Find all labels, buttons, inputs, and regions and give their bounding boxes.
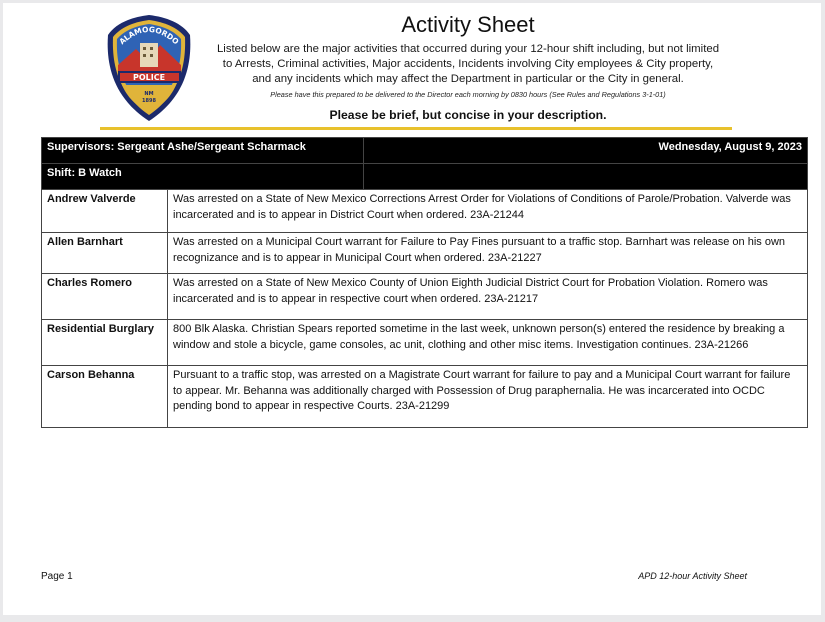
header-divider — [100, 127, 732, 130]
entry-name: Carson Behanna — [42, 366, 168, 428]
entry-name: Residential Burglary — [42, 320, 168, 366]
activity-table — [41, 137, 808, 428]
entry-name: Andrew Valverde — [42, 190, 168, 233]
date-cell: Wednesday, August 9, 2023 — [364, 138, 808, 164]
table-row — [42, 233, 808, 274]
table-row — [42, 320, 808, 366]
badge-police-text: POLICE — [132, 73, 166, 82]
badge-city-text: ALAMOGORDO — [117, 24, 181, 47]
intro-text: Listed below are the major activities that occurred during your 12-hour shift including, but not limited to Arrests, Criminal activities, Major accidents, Incidents involving City employees & City property, and any incidents which may affect the Department in particular or the City in general. — [216, 43, 720, 86]
document-page — [3, 3, 821, 615]
table-row — [42, 366, 808, 428]
entry-name: Charles Romero — [42, 274, 168, 320]
delivery-note: Please have this prepared to be delivered to the Director each morning by 0830 hours (See Rules and Regulations 3-1-01) — [270, 90, 666, 99]
supervisors-cell: Supervisors: Sergeant Ashe/Sergeant Scharmack — [42, 138, 364, 164]
table-row — [42, 274, 808, 320]
brief-instruction: Please be brief, but concise in your description. — [329, 108, 607, 122]
entry-description: Was arrested on a Municipal Court warrant for Failure to Pay Fines pursuant to a traffic stop. Barnhart was release on his own recognizance and is to appear in Municipal Court when ordered. 23A-21227 — [168, 233, 808, 274]
supervisor-row — [42, 138, 808, 164]
badge-state-text: NM — [144, 91, 154, 97]
table-row — [42, 190, 808, 233]
entry-description: 800 Blk Alaska. Christian Spears reported sometime in the last week, unknown person(s) entered the residence by breaking a window and stole a bicycle, game consoles, ac unit, clothing and other misc items. Investigation continues. 23A-21266 — [168, 320, 808, 366]
badge-year-text: 1898 — [142, 98, 156, 104]
entry-description: Pursuant to a traffic stop, was arrested on a Magistrate Court warrant for failure to pay and a Municipal Court warrant for failure to appear. Mr. Behanna was additionally charged with Possession of Drug paraphernalia. He was incarcerated into OCDC pending bond to appear in respective Courts. 23A-21299 — [168, 366, 808, 428]
page-number: Page 1 — [41, 571, 73, 582]
shift-row — [42, 164, 808, 190]
shift-cell: Shift: B Watch — [42, 164, 364, 190]
entry-name: Allen Barnhart — [42, 233, 168, 274]
footer-label: APD 12-hour Activity Sheet — [638, 571, 747, 581]
police-badge-logo — [106, 13, 192, 123]
entry-description: Was arrested on a State of New Mexico County of Union Eighth Judicial District Court for Probation Violation. Romero was incarcerated and is to appear in respective court when ordered. 23A-21217 — [168, 274, 808, 320]
entry-description: Was arrested on a State of New Mexico Corrections Arrest Order for Violations of Conditions of Parole/Probation. Valverde was incarcerated and is to appear in District Court when ordered. 23A-21244 — [168, 190, 808, 233]
document-title: Activity Sheet — [401, 12, 535, 37]
shift-empty-cell — [364, 164, 808, 190]
